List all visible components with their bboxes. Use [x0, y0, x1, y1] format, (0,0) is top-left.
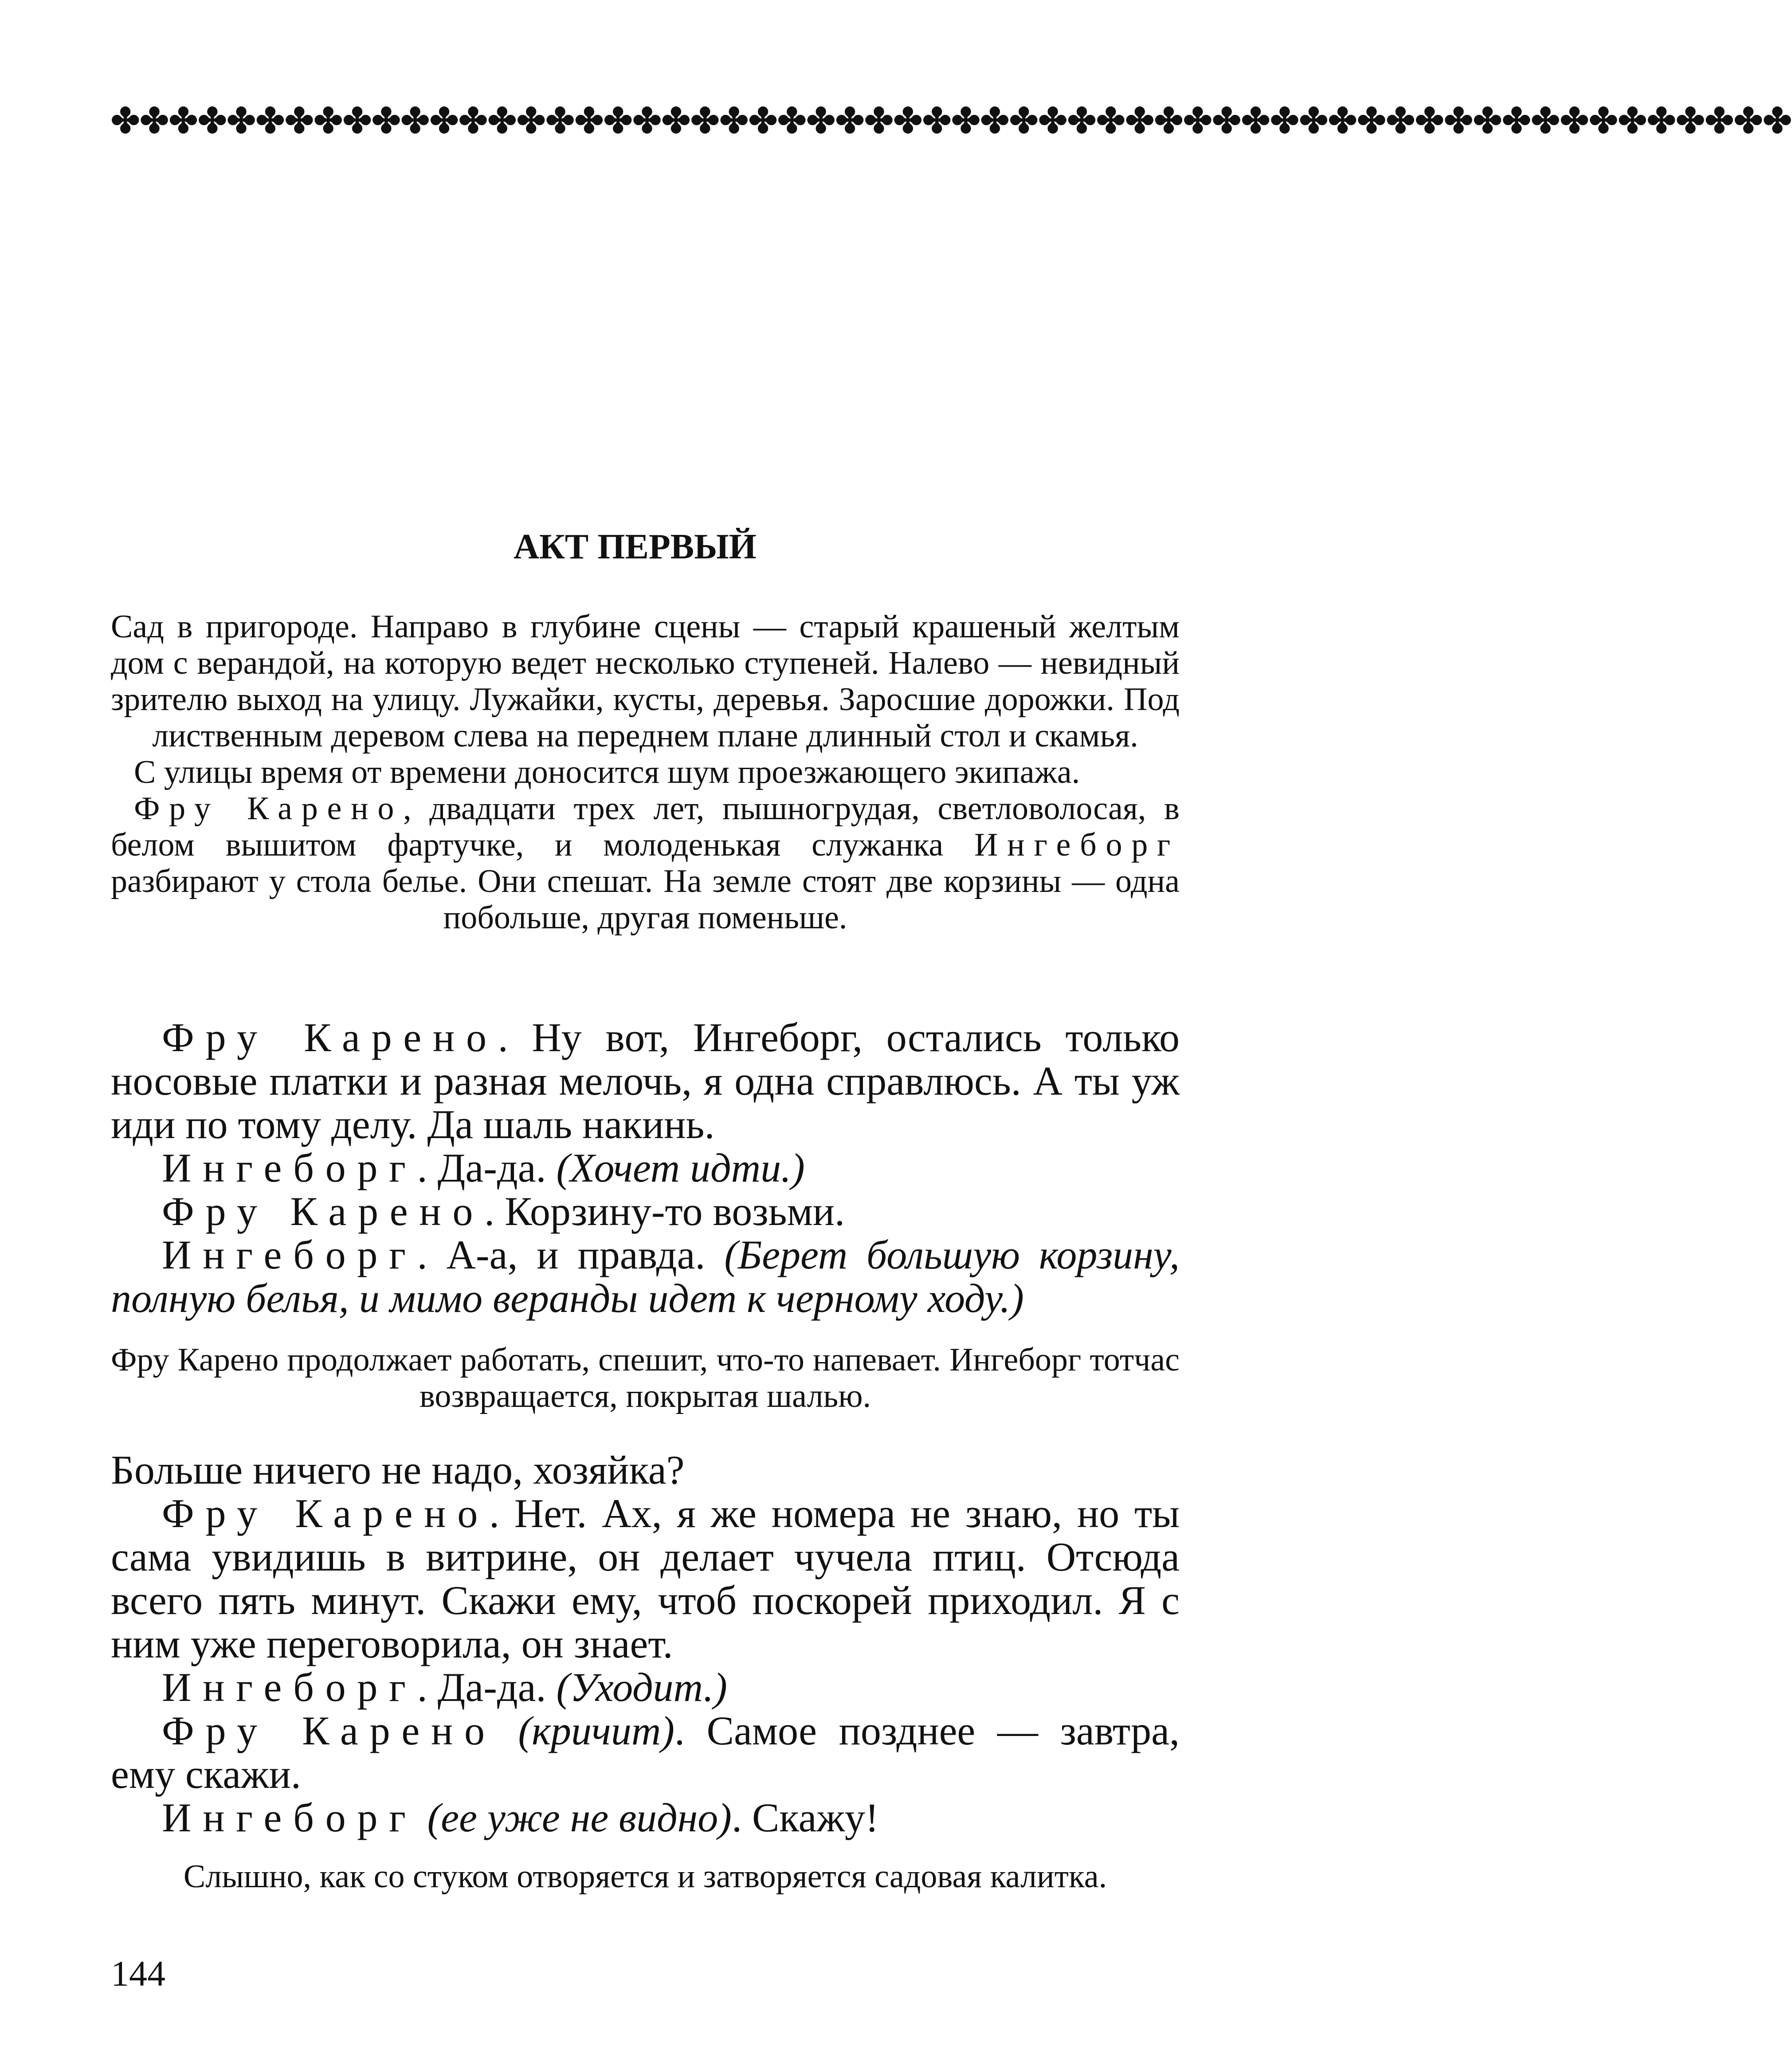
speaker-name: Фру Карено — [162, 1189, 485, 1234]
dialogue-line — [111, 1796, 1180, 1839]
dialogue-block-2 — [111, 1448, 1180, 1839]
dialogue-line: Больше ничего не надо, хозяйка? — [111, 1447, 685, 1492]
speaker-name: Ингеборг — [162, 1795, 417, 1840]
stage-direction-inline: (Уходит.) — [556, 1665, 727, 1710]
speaker-name: Фру Карено — [162, 1015, 498, 1060]
speaker-name: Ингеборг — [162, 1232, 417, 1277]
dialogue-line — [111, 1492, 1180, 1665]
speaker-name: Ингеборг — [162, 1145, 417, 1190]
stage-paragraph-noise: С улицы время от времени доносится шум проезжающего экипажа. — [134, 754, 1080, 790]
page-number: 144 — [111, 1953, 165, 1994]
dialogue-line — [111, 1146, 1180, 1190]
stage-paragraph: Слышно, как со стуком отворяется и затворяется садовая калитка. — [183, 1858, 1107, 1895]
stage-paragraph: Фру Карено продолжает работать, спешит, что-то напевает. Ингеборг тотчас возвращается, покрытая шалью. — [111, 1342, 1180, 1414]
decorative-ornament-row: ✤✤✤✤✤✤✤✤✤✤✤✤✤✤✤✤✤✤✤✤✤✤✤✤✤✤✤✤✤✤✤✤✤✤✤✤✤✤✤✤✤✤✤✤✤✤✤✤✤✤✤✤✤✤✤✤✤✤ — [111, 102, 1792, 140]
dialogue-line — [111, 1190, 1180, 1233]
speaker-name: Фру Карено — [134, 790, 404, 827]
stage-direction-middle — [111, 1342, 1180, 1414]
dialogue-text: . Нет. Ах, я же номера не знаю, но ты сама увидишь в витрине, он делает чучела птиц. Отсюда всего пять минут. Скажи ему, чтоб поскорей приходил. Я с ним уже переговорила, он знает. — [111, 1491, 1180, 1666]
stage-text: , двадцати трех лет, пышногрудая, светловолосая, в белом вышитом фартучке, и молоденькая служанка — [111, 790, 1180, 863]
dialogue-line — [111, 1016, 1180, 1146]
stage-text: разбирают у стола белье. Они спешат. На земле стоят две корзины — одна побольше, другая поменьше. — [111, 863, 1180, 936]
act-title: АКТ ПЕРВЫЙ — [514, 527, 757, 566]
dialogue-line — [111, 1233, 1180, 1320]
stage-direction-inline: (кричит) — [518, 1708, 675, 1753]
speaker-name: Фру Карено — [162, 1708, 496, 1753]
stage-paragraph-characters — [111, 790, 1180, 936]
dialogue-text: . Самое позднее — завтра, ему скажи. — [111, 1708, 1180, 1797]
stage-paragraph-setting: Сад в пригороде. Направо в глубине сцены — старый крашеный желтым дом с верандой, на которую ведет несколько ступеней. Налево — невидный зрителю выход на улицу. Лужайки, кусты, деревья. Заросшие дорожки. Под лиственным деревом слева на переднем плане длинный стол и скамья. — [111, 609, 1180, 754]
dialogue-line — [111, 1709, 1180, 1796]
dialogue-text: . Ну вот, Ингеборг, остались только носовые платки и разная мелочь, я одна справлюсь. А ты уж иди по тому делу. Да шаль накинь. — [111, 1015, 1180, 1147]
dialogue-text: . Да-да. — [417, 1665, 557, 1710]
stage-direction-inline: (Берет большую корзину, полную белья, и мимо веранды идет к черному ходу.) — [111, 1232, 1180, 1321]
stage-direction-closing — [111, 1858, 1180, 1895]
stage-direction-inline: (ее уже не видно) — [427, 1795, 732, 1840]
speaker-name: Ингеборг — [974, 827, 1180, 863]
dialogue-text: . А-а, и правда. — [417, 1232, 725, 1277]
dialogue-text: . Скажу! — [731, 1795, 879, 1840]
stage-direction-inline: (Хочет идти.) — [556, 1145, 805, 1190]
dialogue-block-1 — [111, 1016, 1180, 1320]
speaker-name: Фру Карено — [162, 1491, 489, 1536]
speaker-name: Ингеборг — [162, 1665, 417, 1710]
dialogue-text: . Да-да. — [417, 1145, 557, 1190]
dialogue-line — [111, 1665, 1180, 1709]
stage-direction-opening — [111, 609, 1180, 936]
dialogue-text: . Корзину-то возьми. — [484, 1189, 845, 1234]
